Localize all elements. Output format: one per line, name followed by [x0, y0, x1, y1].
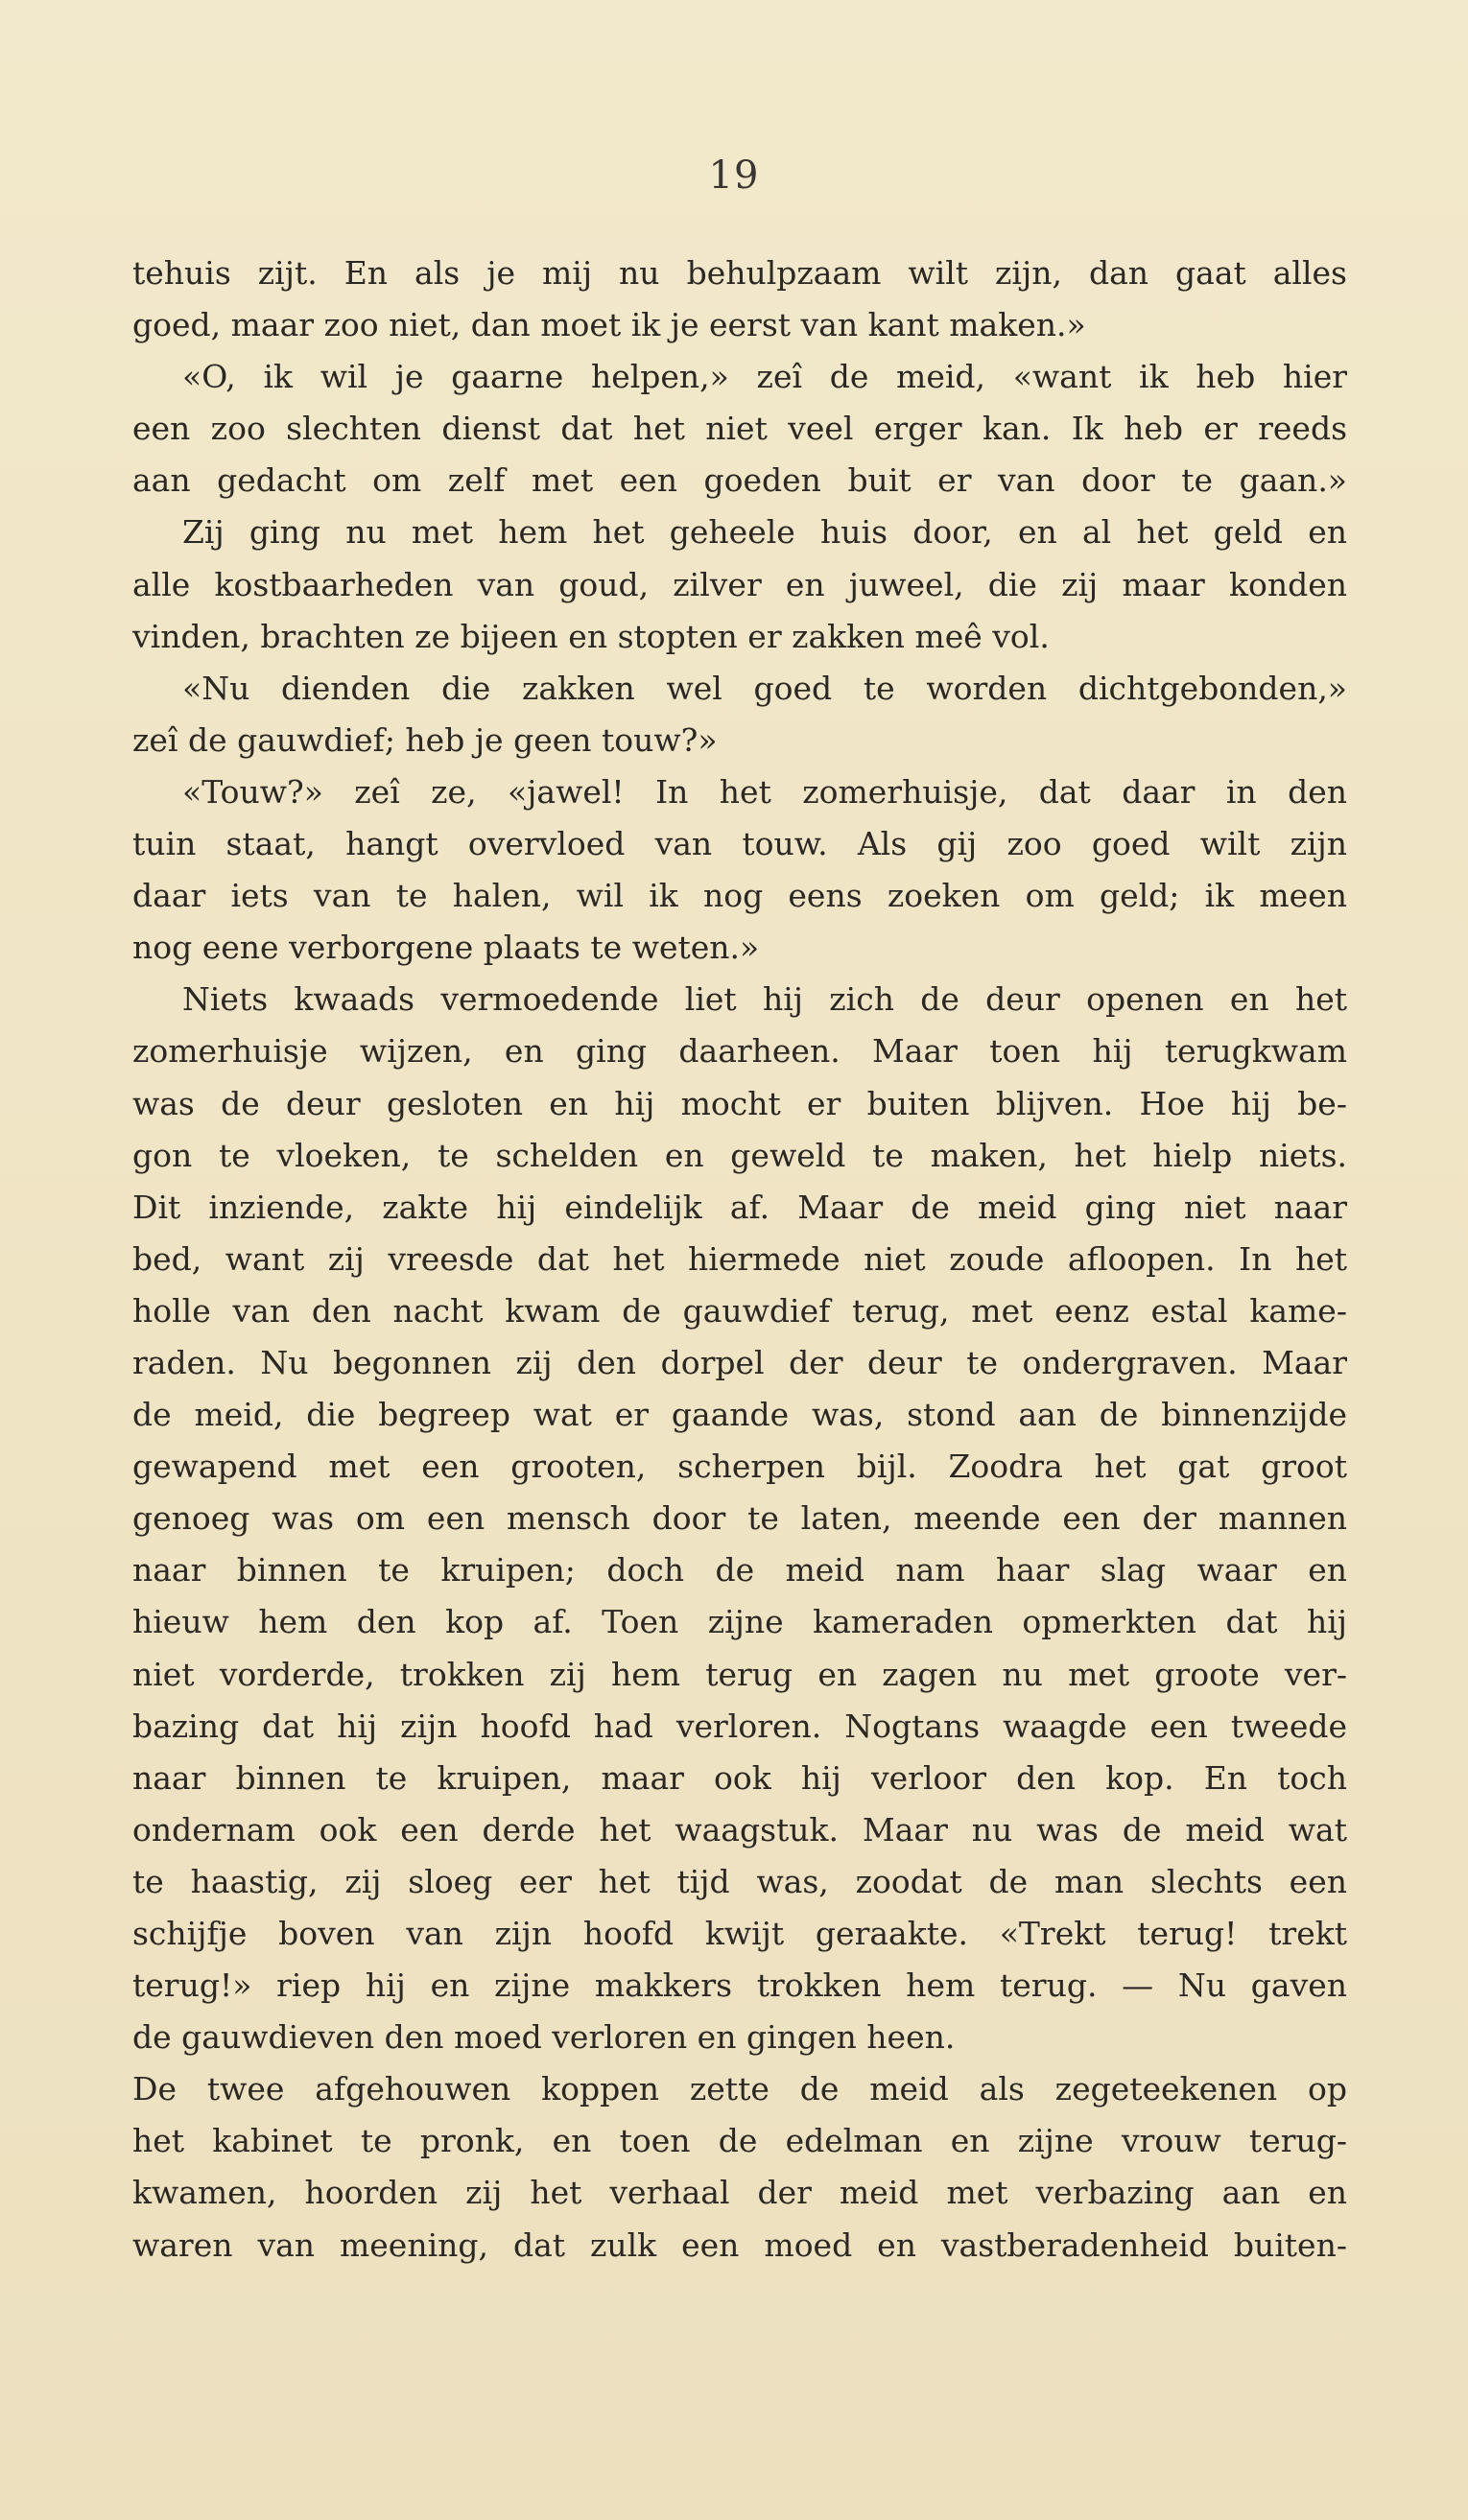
text-line: te haastig, zij sloeg eer het tijd was, zoodat de man slechts een [132, 1862, 1347, 1900]
text-line: naar binnen te kruipen; doch de meid nam haar slag waar en [132, 1551, 1347, 1590]
text-line: naar binnen te kruipen, maar ook hij verloor den kop. En toch [132, 1758, 1347, 1797]
text-line: gewapend met een grooten, scherpen bijl. Zoodra het gat groot [132, 1448, 1347, 1486]
text-line: schijfje boven van zijn hoofd kwijt geraakte. «Trekt terug! trekt [132, 1915, 1347, 1952]
text-line: de gauwdieven den moed verloren en gingen heen. [132, 2018, 956, 2057]
text-line: De twee afgehouwen koppen zette de meid als zegeteekenen op [132, 2070, 1347, 2108]
text-line: «Nu dienden die zakken wel goed te worden dichtgebonden,» [182, 669, 1347, 707]
text-line: niet vorderde, trokken zij hem terug en zagen nu met groote ver- [132, 1655, 1347, 1693]
text-line: «O, ik wil je gaarne helpen,» zeî de meid, «want ik heb hier [182, 358, 1347, 396]
text-line: raden. Nu begonnen zij den dorpel der deur te ondergraven. Maar [132, 1343, 1347, 1381]
text-line: een zoo slechten dienst dat het niet veel erger kan. Ik heb er reeds [132, 410, 1347, 448]
text-line: Niets kwaads vermoedende liet hij zich de deur openen en het [182, 980, 1347, 1019]
text-line: holle van den nacht kwam de gauwdief terug, met eenz estal kame- [132, 1291, 1347, 1330]
text-line: kwamen, hoorden zij het verhaal der meid met verbazing aan en [132, 2174, 1347, 2212]
text-line: alle kostbaarheden van goud, zilver en juweel, die zij maar konden [132, 565, 1347, 603]
text-line: tehuis zijt. En als je mij nu behulpzaam wilt zijn, dan gaat alles [132, 254, 1347, 292]
text-line: aan gedacht om zelf met een goeden buit er van door te gaan.» [132, 461, 1347, 500]
body-text [132, 247, 1347, 2272]
text-line: zomerhuisje wijzen, en ging daarheen. Maar toen hij terugkwam [132, 1032, 1347, 1071]
text-line: de meid, die begreep wat er gaande was, stond aan de binnenzijde [132, 1396, 1347, 1434]
text-line: gon te vloeken, te schelden en geweld te maken, het hielp niets. [132, 1136, 1347, 1174]
text-line: waren van meening, dat zulk een moed en vastberadenheid buiten- [132, 2226, 1347, 2264]
text-line: bed, want zij vreesde dat het hiermede niet zoude afloopen. In het [132, 1239, 1347, 1278]
page-number: 19 [708, 153, 760, 198]
text-line: vinden, brachten ze bijeen en stopten er zakken meê vol. [132, 617, 1050, 655]
text-line: was de deur gesloten en hij mocht er buiten blijven. Hoe hij be- [132, 1084, 1347, 1122]
text-line: daar iets van te halen, wil ik nog eens zoeken om geld; ik meen [132, 877, 1347, 915]
text-line: genoeg was om een mensch door te laten, meende een der mannen [132, 1499, 1347, 1538]
text-line: goed, maar zoo niet, dan moet ik je eerst van kant maken.» [132, 306, 1086, 344]
text-line: «Touw?» zeî ze, «jawel! In het zomerhuisje, dat daar in den [182, 772, 1347, 811]
text-line: Dit inziende, zakte hij eindelijk af. Maar de meid ging niet naar [132, 1188, 1347, 1226]
text-line: hieuw hem den kop af. Toen zijne kameraden opmerkten dat hij [132, 1603, 1347, 1641]
text-line: bazing dat hij zijn hoofd had verloren. Nogtans waagde een tweede [132, 1707, 1347, 1745]
text-line: nog eene verborgene plaats te weten.» [132, 929, 760, 967]
text-line: terug!» riep hij en zijne makkers trokken hem terug. — Nu gaven [132, 1967, 1347, 2005]
text-line: zeî de gauwdief; heb je geen touw?» [132, 720, 718, 759]
text-line: tuin staat, hangt overvloed van touw. Als gij zoo goed wilt zijn [132, 825, 1347, 863]
text-line: ondernam ook een derde het waagstuk. Maar nu was de meid wat [132, 1810, 1347, 1849]
text-line: Zij ging nu met hem het geheele huis door, en al het geld en [182, 513, 1347, 552]
text-line: het kabinet te pronk, en toen de edelman en zijne vrouw terug- [132, 2122, 1347, 2160]
